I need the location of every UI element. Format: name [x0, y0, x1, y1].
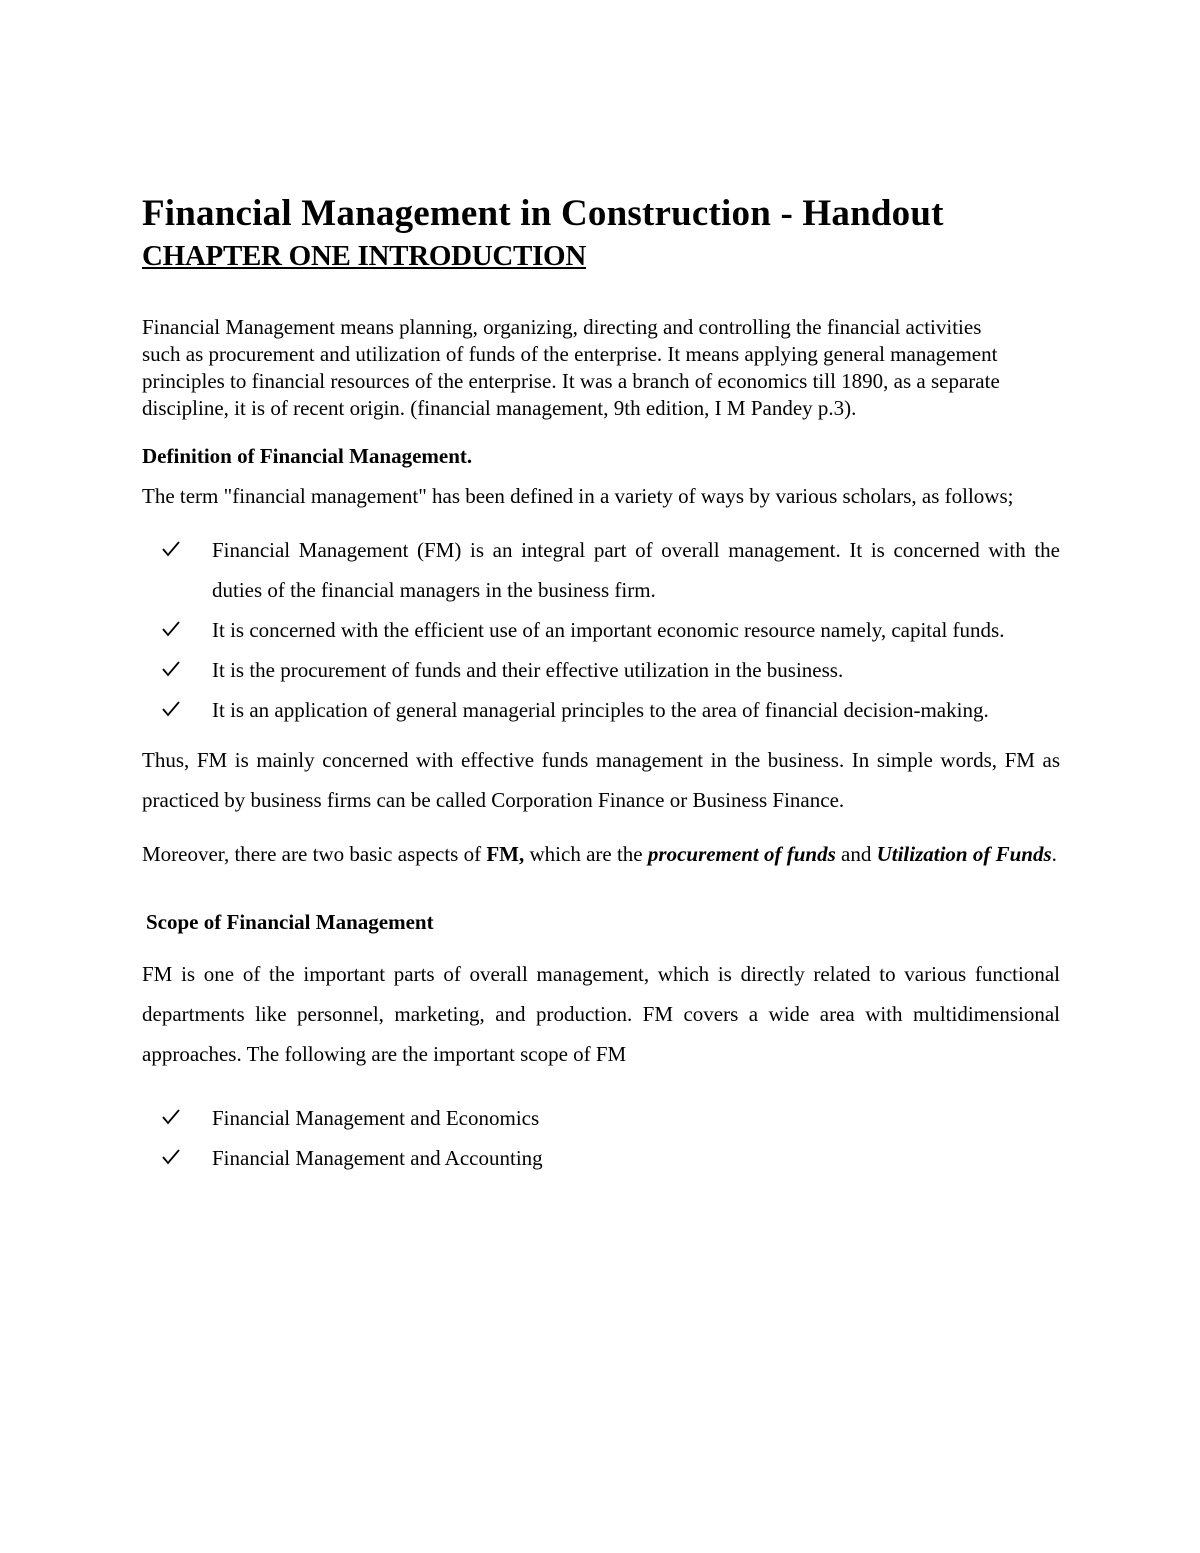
scope-heading: Scope of Financial Management — [146, 910, 434, 934]
list-item-text: It is concerned with the efficient use of an important economic resource namely, capital funds. — [212, 618, 1005, 642]
aspects-middle: which are the — [524, 842, 648, 866]
list-item — [142, 530, 1060, 610]
list-item — [142, 610, 1060, 650]
aspect-utilization: Utilization of Funds — [876, 842, 1052, 866]
checkmark-icon — [162, 650, 184, 690]
list-item-text: Financial Management and Economics — [212, 1106, 540, 1130]
list-item-text: Financial Management and Accounting — [212, 1146, 543, 1170]
list-item — [142, 1098, 1060, 1138]
aspects-paragraph — [142, 834, 1060, 874]
intro-paragraph: Financial Management means planning, organizing, directing and controlling the financial activities such as procurement and utilization of funds of the enterprise. It means applying general management principles to financial resources of the enterprise. It was a branch of economics till 1890, as a separate discipline, it is of recent origin. (financial management, 9th edition, I M Pandey p.3). — [142, 315, 1000, 420]
checkmark-icon — [162, 1138, 184, 1178]
checkmark-icon — [162, 530, 184, 570]
aspects-end: . — [1051, 842, 1057, 866]
aspects-fm: FM, — [486, 842, 525, 866]
definition-list — [142, 530, 1060, 730]
checkmark-icon — [162, 610, 184, 650]
document-page — [142, 190, 1060, 1178]
aspects-and: and — [835, 842, 877, 866]
aspect-procurement: procurement of funds — [647, 842, 836, 866]
aspects-prefix: Moreover, there are two basic aspects of — [142, 842, 487, 866]
checkmark-icon — [162, 690, 184, 730]
list-item-text: It is the procurement of funds and their effective utilization in the business. — [212, 658, 844, 682]
list-item — [142, 690, 1060, 730]
definition-heading: Definition of Financial Management. — [142, 444, 473, 468]
list-item — [142, 1138, 1060, 1178]
scope-list — [142, 1098, 1060, 1178]
chapter-heading: CHAPTER ONE INTRODUCTION — [142, 240, 586, 272]
list-item — [142, 650, 1060, 690]
list-item-text: Financial Management (FM) is an integral part of overall management. It is concerned with the duties of the financial managers in the business firm. — [212, 538, 1060, 602]
document-title: Financial Management in Construction - Handout — [142, 193, 944, 234]
scope-paragraph: FM is one of the important parts of overall management, which is directly related to various functional departments like personnel, marketing, and production. FM covers a wide area with multidimensional approaches. The following are the important scope of FM — [142, 962, 1060, 1066]
checkmark-icon — [162, 1098, 184, 1138]
definition-intro: The term "financial management" has been defined in a variety of ways by various scholars, as follows; — [142, 484, 1014, 508]
thus-paragraph: Thus, FM is mainly concerned with effective funds management in the business. In simple words, FM as practiced by business firms can be called Corporation Finance or Business Finance. — [142, 748, 1060, 812]
list-item-text: It is an application of general managerial principles to the area of financial decision-making. — [212, 698, 989, 722]
